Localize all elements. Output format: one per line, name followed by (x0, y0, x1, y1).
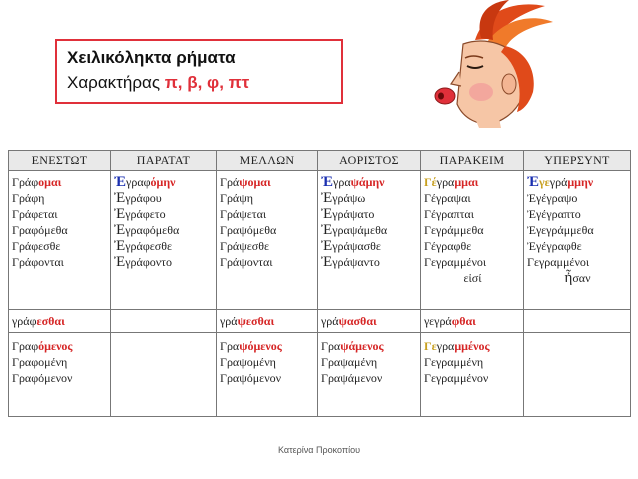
form-1sg (424, 174, 521, 190)
ending: εσθαι (36, 314, 65, 328)
header-paratatikos: ΠΑΡΑΤΑΤ (111, 151, 217, 171)
form-3pl: Γράφονται (12, 255, 64, 269)
participle-feminine: Γραψομένη (220, 355, 276, 369)
form-text: γραφόμεθα (125, 223, 180, 237)
stem: γρά (220, 314, 238, 328)
participle-row (9, 333, 631, 417)
title-characters: π, β, φ, πτ (164, 73, 250, 92)
participle-ypersyntelikos-empty (524, 333, 631, 417)
header-row (9, 151, 631, 171)
conjugation-row (9, 171, 631, 310)
form-2pl (114, 238, 214, 254)
ending: όμην (150, 175, 176, 189)
stem: γεγρά (424, 314, 452, 328)
ending: ψεσθαι (237, 314, 275, 328)
participle-paratatikos-empty (111, 333, 217, 417)
augment: Ἐ (321, 206, 333, 222)
stem: γράφ (12, 314, 37, 328)
form-1sg (220, 174, 315, 190)
form-1pl (114, 222, 214, 238)
form-3pl (321, 254, 418, 270)
whistling-face-illustration (405, 0, 555, 128)
ending: ομαι (38, 175, 62, 189)
stem: γρά (321, 314, 339, 328)
form-3pl-auxiliary (527, 270, 628, 286)
header-enestotas: ΕΝΕΣΤΩΤ (9, 151, 111, 171)
header-parakeimenos: ΠΑΡΑΚΕΙΜ (421, 151, 524, 171)
augment: Ἐ (321, 238, 333, 254)
augment: Ἐ (321, 222, 333, 238)
form-text: γράψω (332, 191, 366, 205)
form-1pl: Γραψόμεθα (220, 223, 277, 237)
participle-neuter: Γραψάμενον (321, 371, 383, 385)
cell-mellontas (217, 171, 318, 310)
stem: γρα (333, 175, 351, 189)
infinitive-mellontas (217, 310, 318, 333)
ending: φθαι (451, 314, 476, 328)
form-1pl: Ἐγεγράμμεθα (527, 223, 594, 237)
form-2sg (114, 190, 214, 206)
stem: Γρά (220, 175, 240, 189)
form-3pl-auxiliary: εἰσί (463, 271, 482, 285)
participle-parakeimenos (421, 333, 524, 417)
title-prefix: Χαρακτήρας (67, 73, 165, 92)
form-2pl (321, 238, 418, 254)
form-1sg (527, 174, 628, 190)
form-text: σαν (572, 271, 591, 285)
participle-masculine (12, 338, 108, 354)
participle-enestotas (9, 333, 111, 417)
participle-masculine (424, 338, 521, 354)
participle-mellontas (217, 333, 318, 417)
augment: Ἐ (114, 238, 126, 254)
participle-feminine: Γραψαμένη (321, 355, 378, 369)
title-line-2 (67, 70, 341, 96)
form-2sg: Γράψη (220, 191, 253, 205)
form-2sg: Γράφη (12, 191, 45, 205)
form-text: γράψατο (332, 207, 375, 221)
ending: ψασθαι (338, 314, 377, 328)
form-2sg (321, 190, 418, 206)
cell-paratatikos (111, 171, 217, 310)
participle-aoristos (318, 333, 421, 417)
form-3sg: Γράψεται (220, 207, 267, 221)
form-text: γράφου (125, 191, 162, 205)
form-2sg: Γέγραψαι (424, 191, 471, 205)
participle-masculine (321, 338, 418, 354)
ending: μμην (567, 175, 594, 189)
form-3pl (114, 254, 214, 270)
title-line-1: Χειλικόληκτα ρήματα (67, 48, 236, 67)
form-3pl: Γεγραμμένοι (527, 255, 590, 269)
ending: ψάμενος (340, 339, 384, 353)
header-ypersyntelikos: ΥΠΕΡΣΥΝΤ (524, 151, 631, 171)
header-mellontas: ΜΕΛΛΩΝ (217, 151, 318, 171)
form-text: γράψαντο (332, 255, 380, 269)
stem: Γρα (220, 339, 240, 353)
augment: Ἐ (321, 174, 334, 190)
participle-feminine: Γραφομένη (12, 355, 68, 369)
stem: γρα (436, 175, 455, 189)
form-2pl: Ἐγέγραφθε (527, 239, 582, 253)
ending: ψόμενος (239, 339, 282, 353)
form-2pl: Γράφεσθε (12, 239, 61, 253)
ending: όμενος (38, 339, 73, 353)
stem: γρά (549, 175, 568, 189)
augment: Ἐ (114, 190, 126, 206)
infinitive-paratatikos-empty (111, 310, 217, 333)
ending: ψομαι (239, 175, 271, 189)
augment: Ἐ (321, 190, 333, 206)
form-2pl: Γράψεσθε (220, 239, 270, 253)
reduplication: Γέ (424, 175, 437, 189)
form-3pl: Γεγραμμένοι (424, 255, 487, 269)
form-2sg: Ἐγέγραψο (527, 191, 578, 205)
participle-neuter: Γεγραμμένον (424, 371, 489, 385)
form-text: γράφεσθε (125, 239, 173, 253)
infinitive-aoristos (318, 310, 421, 333)
form-text: γραψάμεθα (332, 223, 388, 237)
infinitive-enestotas (9, 310, 111, 333)
participle-neuter: Γραψόμενον (220, 371, 282, 385)
stem: Γραφ (12, 339, 39, 353)
reduplication: γε (539, 175, 550, 189)
form-3sg (321, 206, 418, 222)
stem: Γράφ (12, 175, 39, 189)
form-text: γράφοντο (125, 255, 172, 269)
form-1sg (12, 174, 108, 190)
stem: Γρα (321, 339, 341, 353)
infinitive-ypersyntelikos-empty (524, 310, 631, 333)
form-3sg (114, 206, 214, 222)
form-3sg: Γέγραπται (424, 207, 474, 221)
form-text: γράψασθε (332, 239, 381, 253)
form-1pl: Γραφόμεθα (12, 223, 68, 237)
augment: Ἐ (114, 254, 126, 270)
cell-parakeimenos (421, 171, 524, 310)
participle-feminine: Γεγραμμένη (424, 355, 484, 369)
augment: Ἐ (321, 254, 333, 270)
infinitive-parakeimenos (421, 310, 524, 333)
participle-masculine (220, 338, 315, 354)
stem: γραφ (126, 175, 151, 189)
augment: Ἐ (114, 174, 127, 190)
form-2pl: Γέγραφθε (424, 239, 472, 253)
ending: μμένος (454, 339, 490, 353)
form-3sg: Ἐγέγραπτο (527, 207, 581, 221)
footer-author: Κατερίνα Προκοπίου (277, 445, 360, 455)
form-text: γράφετο (125, 207, 166, 221)
form-1pl (321, 222, 418, 238)
verb-conjugation-table (8, 150, 631, 417)
cell-enestotas (9, 171, 111, 310)
reduplication: Γε (424, 339, 437, 353)
form-3sg: Γράφεται (12, 207, 58, 221)
title-box (55, 39, 343, 104)
header-aoristos: ΑΟΡΙΣΤΟΣ (318, 151, 421, 171)
form-1sg (114, 174, 214, 190)
augment: Ἐ (114, 206, 126, 222)
cell-ypersyntelikos (524, 171, 631, 310)
augment: Ἐ (114, 222, 126, 238)
ending: μμαι (454, 175, 479, 189)
form-3pl: Γράψονται (220, 255, 273, 269)
infinitive-row (9, 310, 631, 333)
form-1sg (321, 174, 418, 190)
stem: γρα (436, 339, 455, 353)
augment: ἦ (564, 270, 573, 286)
participle-neuter: Γραφόμενον (12, 371, 73, 385)
augment: Ἐ (527, 174, 540, 190)
ending: ψάμην (350, 175, 385, 189)
cell-aoristos (318, 171, 421, 310)
form-1pl: Γεγράμμεθα (424, 223, 484, 237)
